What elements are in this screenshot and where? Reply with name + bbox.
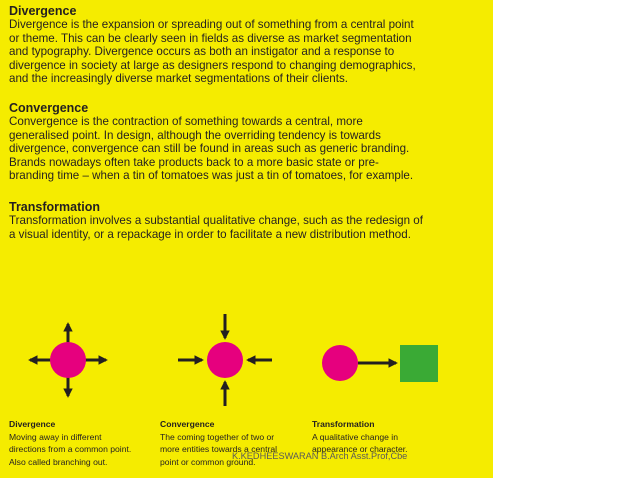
transformation-icon <box>322 345 438 382</box>
caption-transformation: Transformation A qualitative change in appearance or character. <box>312 419 408 454</box>
caption-convergence: Convergence The coming together of two or more entities towards a central point or common ground. <box>160 419 278 467</box>
section-title: Convergence <box>9 101 89 115</box>
convergence-icon <box>178 314 272 406</box>
diagrams <box>0 300 493 420</box>
watermark: K.KEDHEESWARAN B.Arch Asst.Prof,Cbe <box>232 451 408 461</box>
section-divergence <box>9 4 487 86</box>
divergence-circle <box>50 342 86 378</box>
section-convergence <box>9 101 487 183</box>
divergence-icon <box>30 324 106 396</box>
section-transformation <box>9 200 487 241</box>
transformation-circle <box>322 345 358 381</box>
section-text: Transformation involves a substantial qualitative change, such as the redesign of a visual identity, or a repackage in order to facilitate a new distribution method. <box>9 214 423 241</box>
caption-divergence: Divergence Moving away in different directions from a common point. Also called branching out. <box>9 419 132 467</box>
section-title: Transformation <box>9 200 100 214</box>
convergence-circle <box>207 342 243 378</box>
section-text: Convergence is the contraction of something towards a central, more generalised point. In design, although the overriding tendency is towards divergence, convergence can still be found in areas such as generic branding. Brands nowadays often take products back to a more basic state or pre- branding time – when a tin of tomatoes was just a tin of tomatoes, for example. <box>9 115 414 183</box>
section-text: Divergence is the expansion or spreading out of something from a central point or theme. This can be clearly seen in fields as diverse as market segmentation and typography. Divergence occurs as both an instigator and a response to divergence in society at large as designers respond to changing demographics, and the increasingly diverse market segmentations of their clients. <box>9 18 416 86</box>
section-title: Divergence <box>9 4 77 18</box>
transformation-square <box>400 345 438 382</box>
